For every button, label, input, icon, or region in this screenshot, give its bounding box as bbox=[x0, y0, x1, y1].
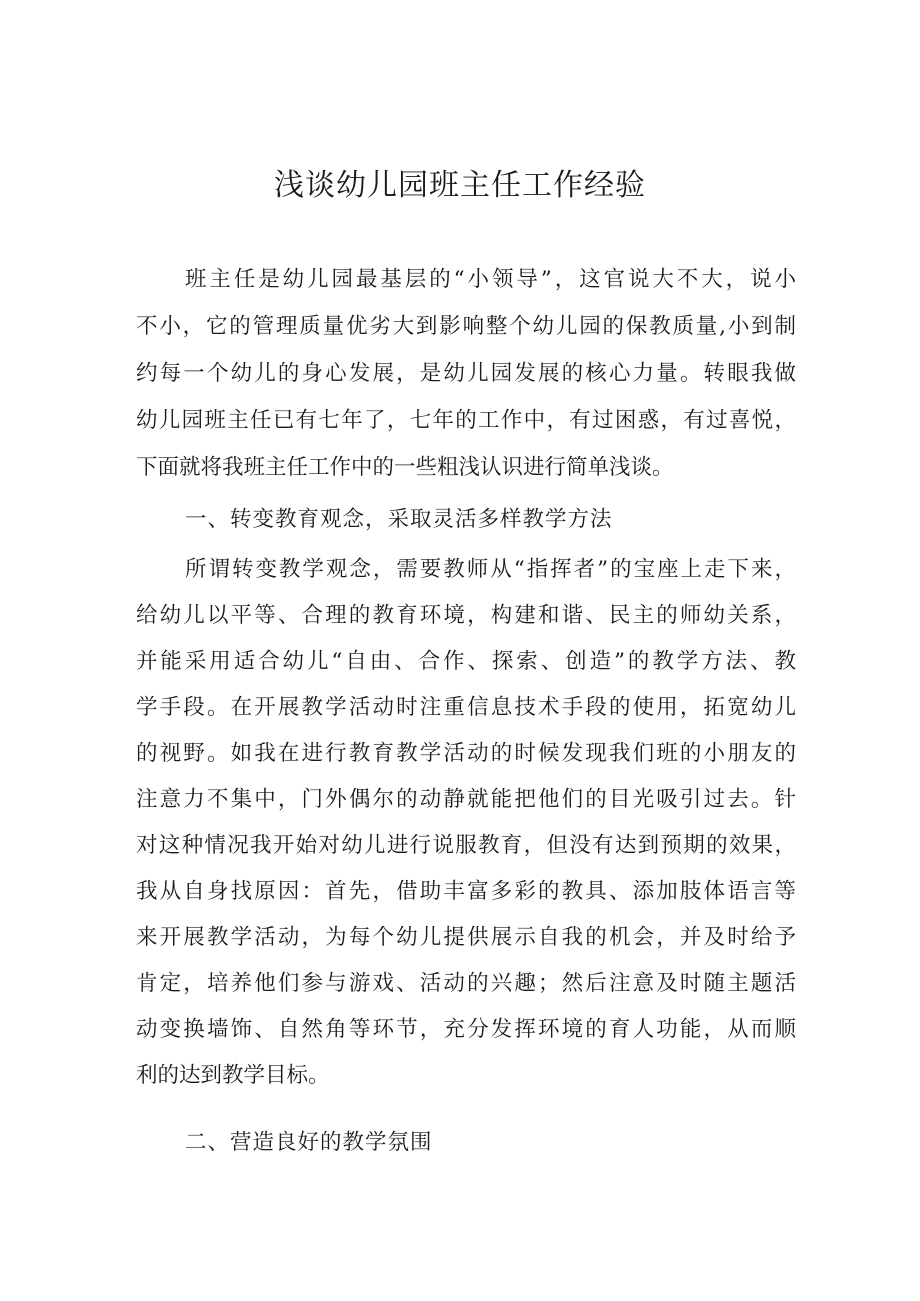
section1-line: 并能采用适合幼儿“自由、合作、探索、创造”的教学方法、教 bbox=[136, 649, 796, 674]
intro-line: 约每一个幼儿的身心发展，是幼儿园发展的核心力量。转眼我做 bbox=[136, 361, 796, 386]
section1-line: 肯定，培养他们参与游戏、活动的兴趣；然后注意及时随主题活 bbox=[136, 971, 796, 996]
section1-line: 动变换墙饰、自然角等环节，充分发挥环境的育人功能，从而顺 bbox=[136, 1017, 796, 1042]
intro-line: 不小，它的管理质量优劣大到影响整个幼儿园的保教质量,小到制 bbox=[136, 314, 796, 339]
section1-line: 我从自身找原因：首先，借助丰富多彩的教具、添加肢体语言等 bbox=[136, 879, 796, 904]
section-heading: 二、营造良好的教学氛围 bbox=[185, 1130, 433, 1155]
section1-line: 的视野。如我在进行教育教学活动的时候发现我们班的小朋友的 bbox=[136, 741, 796, 766]
section1-line: 给幼儿以平等、合理的教育环境，构建和谐、民主的师幼关系， bbox=[136, 603, 796, 628]
section1-line: 来开展教学活动，为每个幼儿提供展示自我的机会，并及时给予 bbox=[136, 925, 796, 950]
document-title: 浅谈幼儿园班主任工作经验 bbox=[274, 168, 646, 203]
intro-line: 班主任是幼儿园最基层的“小领导”，这官说大不大，说小 bbox=[185, 267, 796, 292]
intro-line: 下面就将我班主任工作中的一些粗浅认识进行简单浅谈。 bbox=[136, 455, 674, 480]
intro-line: 幼儿园班主任已有七年了，七年的工作中，有过困惑，有过喜悦， bbox=[136, 408, 796, 433]
section1-line: 利的达到教学目标。 bbox=[136, 1063, 330, 1088]
section1-line: 对这种情况我开始对幼儿进行说服教育，但没有达到预期的效果， bbox=[136, 833, 796, 858]
section1-line: 所谓转变教学观念，需要教师从“指挥者”的宝座上走下来， bbox=[185, 557, 796, 582]
section-heading: 一、转变教育观念，采取灵活多样教学方法 bbox=[185, 507, 613, 532]
section1-line: 学手段。在开展教学活动时注重信息技术手段的使用，拓宽幼儿 bbox=[136, 695, 796, 720]
section1-line: 注意力不集中，门外偶尔的动静就能把他们的目光吸引过去。针 bbox=[136, 787, 796, 812]
